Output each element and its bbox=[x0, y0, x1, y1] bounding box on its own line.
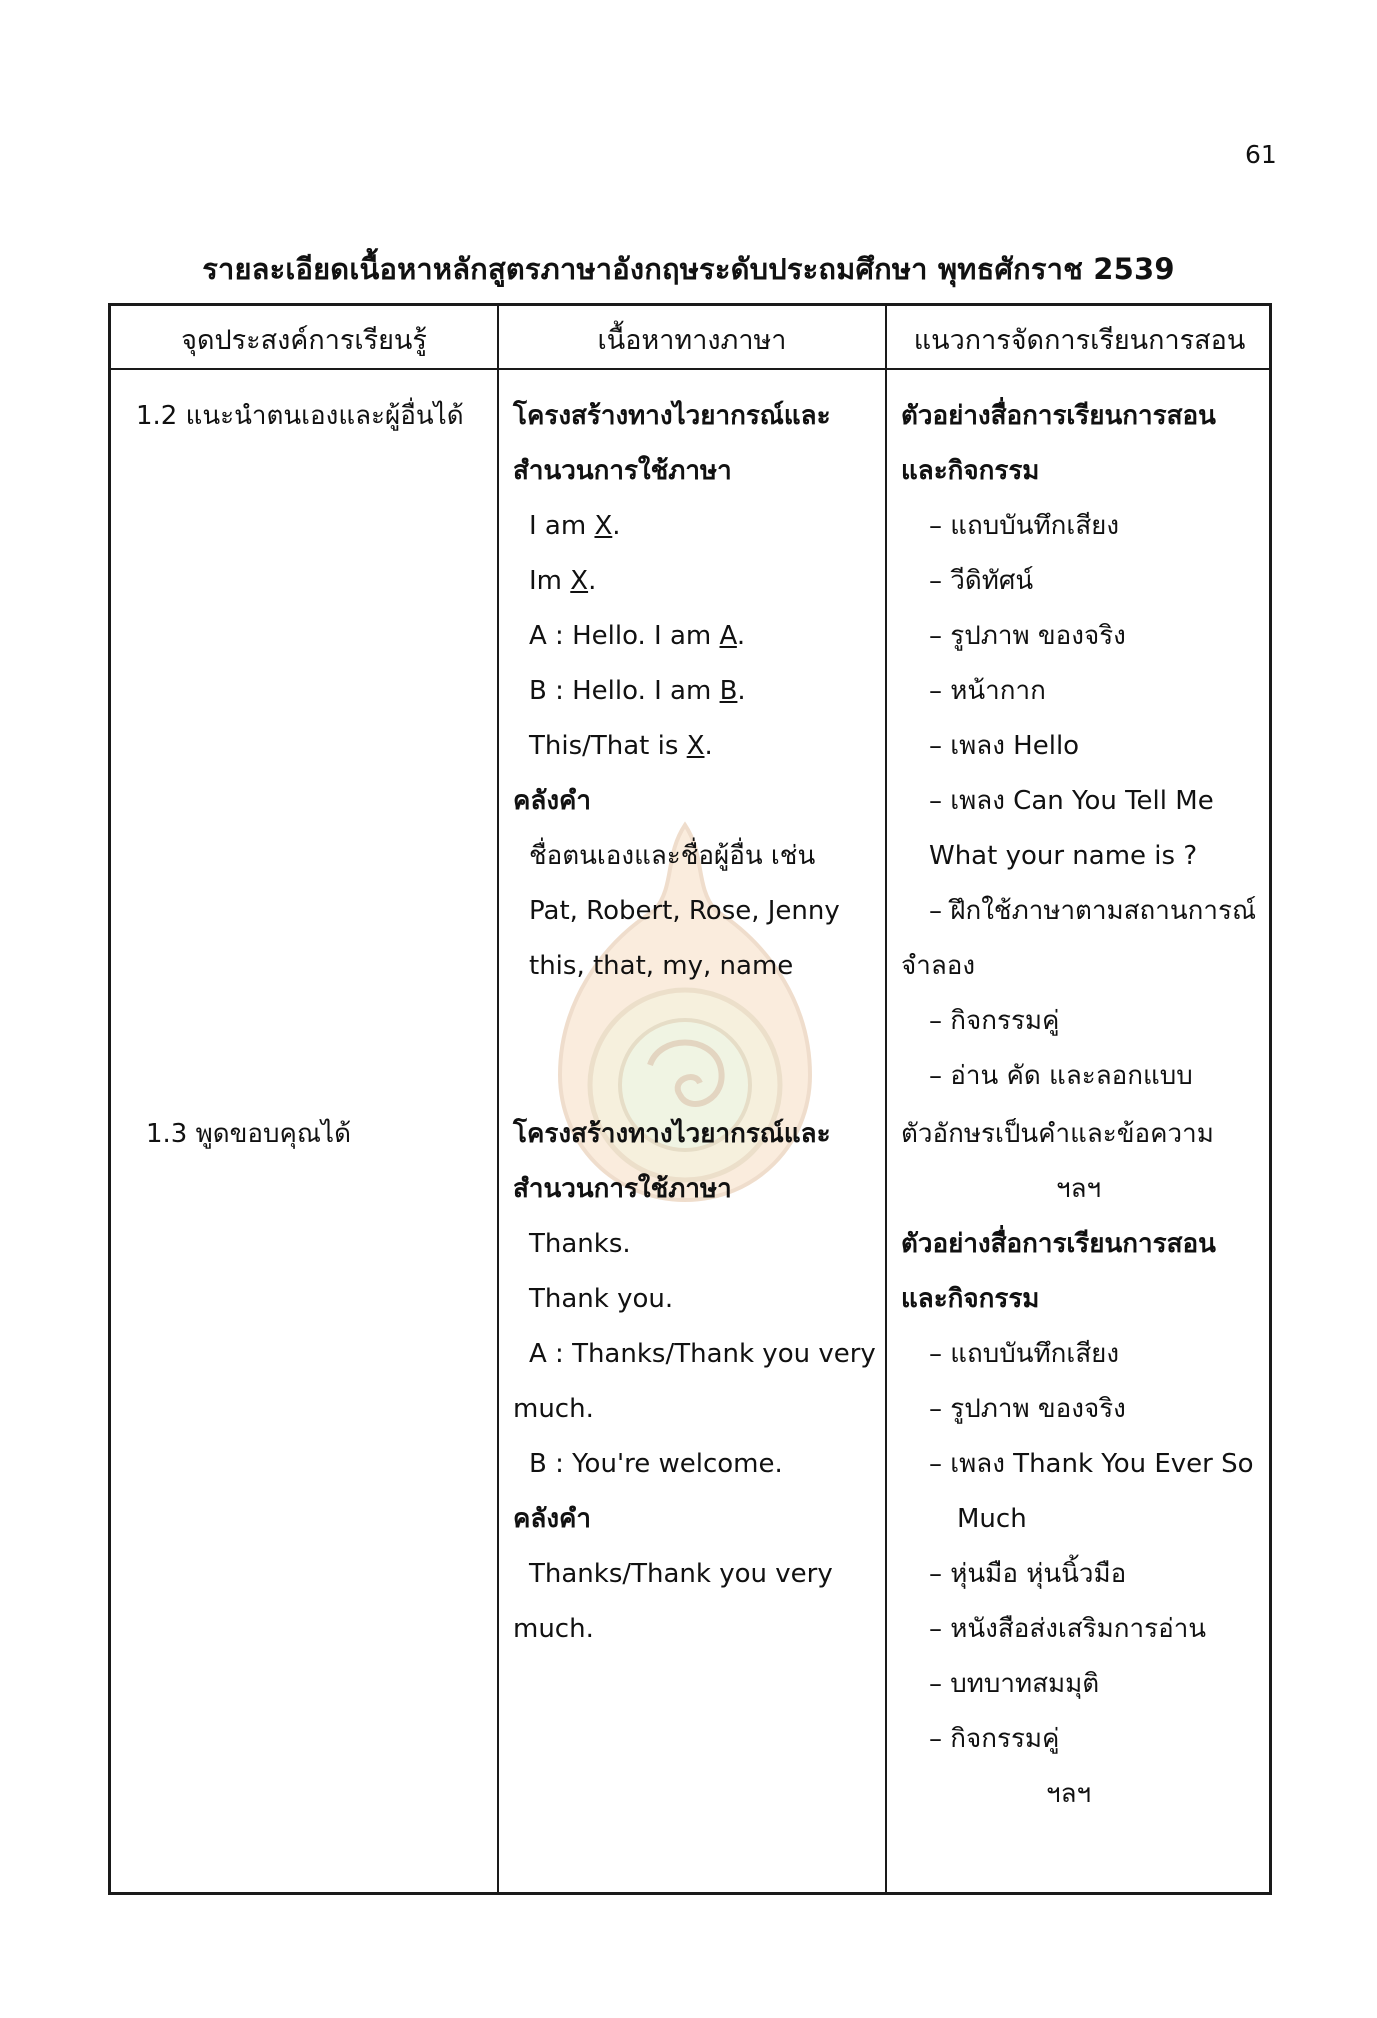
objective-1-2: 1.2 แนะนำตนเองและผู้อื่นได้ bbox=[136, 401, 464, 431]
activity-item: ตัวอักษรเป็นคำและข้อความ bbox=[901, 1119, 1214, 1149]
activities-heading-2: และกิจกรรม bbox=[901, 1284, 1040, 1314]
vocabulary-line: much. bbox=[513, 1614, 594, 1644]
activity-item: – ฝึกใช้ภาษาตามสถานการณ์ bbox=[929, 896, 1257, 926]
curriculum-table bbox=[108, 303, 1272, 1895]
activity-item: – วีดิทัศน์ bbox=[929, 566, 1034, 596]
activity-item: – กิจกรรมคู่ bbox=[929, 1724, 1060, 1754]
sentence-pattern: B : Hello. I am B. bbox=[529, 676, 746, 706]
column-divider bbox=[885, 306, 887, 1892]
activity-item: จำลอง bbox=[901, 951, 976, 981]
sentence-pattern: A : Thanks/Thank you very bbox=[529, 1339, 876, 1369]
sentence-pattern: Im X. bbox=[529, 566, 597, 596]
sentence-pattern: Thank you. bbox=[529, 1284, 674, 1314]
activities-heading: ตัวอย่างสื่อการเรียนการสอน bbox=[901, 401, 1216, 431]
grammar-heading-2: สำนวนการใช้ภาษา bbox=[513, 456, 732, 486]
activity-item: – แถบบันทึกเสียง bbox=[929, 511, 1120, 541]
vocabulary-heading: คลังคำ bbox=[513, 786, 592, 816]
sentence-pattern: A : Hello. I am A. bbox=[529, 621, 746, 651]
activity-item: – หนังสือส่งเสริมการอ่าน bbox=[929, 1614, 1207, 1644]
header-activities: แนวการจัดการเรียนการสอน bbox=[913, 325, 1246, 356]
activity-item: What your name is ? bbox=[929, 841, 1198, 871]
sentence-pattern: B : You're welcome. bbox=[529, 1449, 783, 1479]
sentence-pattern: much. bbox=[513, 1394, 594, 1424]
activity-item: – หน้ากาก bbox=[929, 676, 1046, 706]
activity-item: – เพลง Can You Tell Me bbox=[929, 786, 1214, 816]
vocabulary-heading: คลังคำ bbox=[513, 1504, 592, 1534]
activity-item: – เพลง Hello bbox=[929, 731, 1080, 761]
activity-item: – รูปภาพ ของจริง bbox=[929, 621, 1126, 651]
activity-item: – รูปภาพ ของจริง bbox=[929, 1394, 1126, 1424]
header-objectives: จุดประสงค์การเรียนรู้ bbox=[181, 325, 427, 356]
column-divider bbox=[497, 306, 499, 1892]
activity-item: – บทบาทสมมุติ bbox=[929, 1669, 1100, 1699]
activity-item: Much bbox=[957, 1504, 1027, 1534]
grammar-heading-2: สำนวนการใช้ภาษา bbox=[513, 1174, 732, 1204]
vocabulary-line: Pat, Robert, Rose, Jenny bbox=[529, 896, 840, 926]
sentence-pattern: Thanks. bbox=[529, 1229, 631, 1259]
grammar-heading: โครงสร้างทางไวยากรณ์และ bbox=[513, 1119, 831, 1149]
activity-item: – เพลง Thank You Ever So bbox=[929, 1449, 1254, 1479]
document-title: รายละเอียดเนื้อหาหลักสูตรภาษาอังกฤษระดับประถมศึกษา พุทธศักราช 2539 bbox=[202, 252, 1175, 286]
activity-etc: ฯลฯ bbox=[1046, 1779, 1092, 1809]
grammar-heading: โครงสร้างทางไวยากรณ์และ bbox=[513, 401, 831, 431]
sentence-pattern: I am X. bbox=[529, 511, 621, 541]
vocabulary-line: Thanks/Thank you very bbox=[529, 1559, 833, 1589]
sentence-pattern: This/That is X. bbox=[529, 731, 713, 761]
header-divider bbox=[111, 368, 1269, 370]
activity-item: – กิจกรรมคู่ bbox=[929, 1006, 1060, 1036]
activity-item: – อ่าน คัด และลอกแบบ bbox=[929, 1061, 1193, 1091]
activity-etc: ฯลฯ bbox=[1056, 1174, 1102, 1204]
activity-item: – แถบบันทึกเสียง bbox=[929, 1339, 1120, 1369]
vocabulary-line: ชื่อตนเองและชื่อผู้อื่น เช่น bbox=[529, 841, 816, 871]
header-content: เนื้อหาทางภาษา bbox=[597, 325, 787, 356]
activity-item: – หุ่นมือ หุ่นนิ้วมือ bbox=[929, 1559, 1127, 1589]
objective-1-3: 1.3 พูดขอบคุณได้ bbox=[146, 1119, 352, 1149]
page-number: 61 bbox=[1245, 140, 1277, 169]
activities-heading: ตัวอย่างสื่อการเรียนการสอน bbox=[901, 1229, 1216, 1259]
vocabulary-line: this, that, my, name bbox=[529, 951, 794, 981]
activities-heading-2: และกิจกรรม bbox=[901, 456, 1040, 486]
